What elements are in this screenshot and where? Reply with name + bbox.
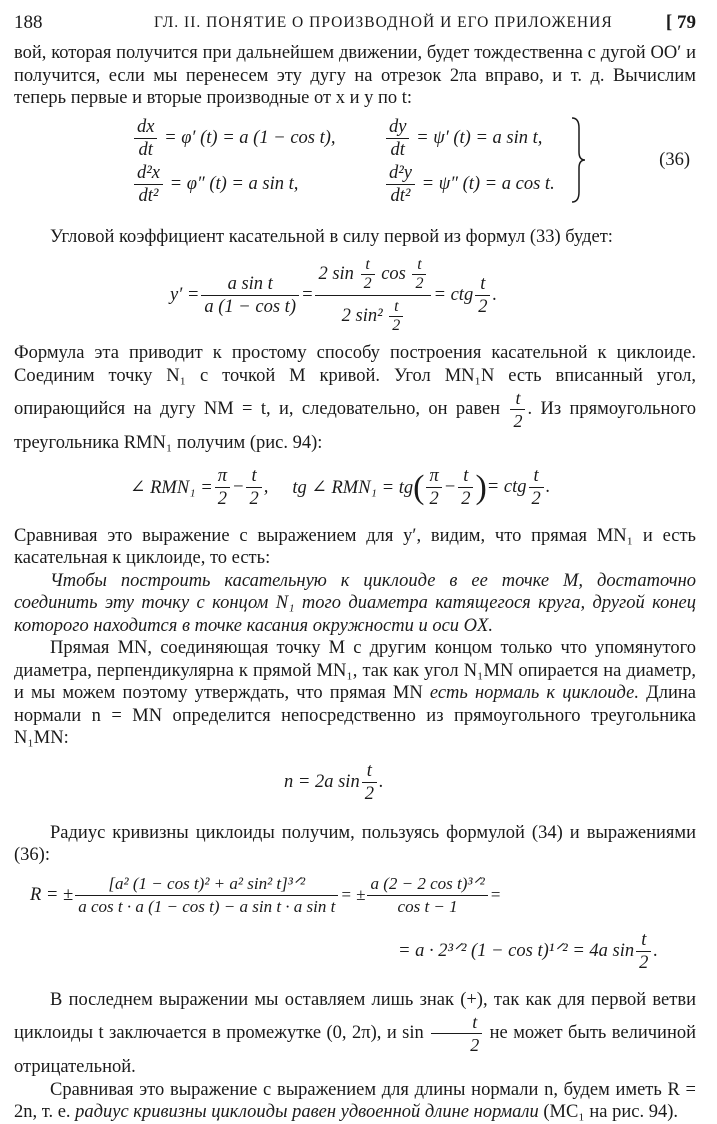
R-end1: = <box>489 885 502 904</box>
yprime-rhs: = ctg <box>433 284 474 305</box>
two-label: 2 <box>392 316 401 334</box>
eq36-row2a: = φ″ (t) = a sin t, <box>169 173 299 194</box>
yprime-f1-den: a (1 − cos t) <box>204 296 296 317</box>
chapter-title: ГЛ. II. ПОНЯТИЕ О ПРОИЗВОДНОЙ И ЕГО ПРИЛОЖЕНИЯ <box>154 14 613 31</box>
period: . <box>492 284 498 305</box>
equation-angle: ∠ RMN₁ = $\frac{\pi}{2}$ − $\frac{t}{2}$ , tg ∠ RMN₁ = tg ( $\frac{\pi}{2}$ − $\frac{t}{2}$ ) = ctg $\frac{t}{2}$ . <box>130 466 551 509</box>
yprime-f1-num: a sin t <box>201 273 299 296</box>
two-label: 2 <box>364 784 374 804</box>
pi-label: π <box>426 465 441 488</box>
paragraph-sign <box>14 989 696 1079</box>
yprime-eq: = <box>300 284 314 305</box>
two-label: 2 <box>513 411 523 431</box>
paragraph-intro: вой, которая получится при дальнейшем движении, будет тождественна с дугой OO′ и получится, если мы перенесем эту дугу на отрезок 2πa вправо, и т. д. Вычислим теперь первые и вторые производные от x и y по t: <box>14 43 696 108</box>
frac-dy: dy <box>386 116 409 139</box>
R-line2: = a · 2³ᐟ² (1 − cos t)¹ᐟ² = 4a sin <box>398 941 635 961</box>
frac-dx: dx <box>134 116 157 139</box>
paragraph-slope: Угловой коэффициент касательной в силу первой из формул (33) будет: <box>50 226 613 247</box>
angle-tg: tg ∠ RMN₁ = tg <box>292 477 414 498</box>
para6-end: Длина нормали n = MN определится непосредственно из прямоугольного треугольника N₁MN: <box>14 683 697 748</box>
two-label: 2 <box>531 489 541 509</box>
t-label: t <box>362 760 377 783</box>
R-mid: = ± <box>340 885 366 904</box>
angle-lhs: ∠ RMN₁ = <box>130 477 213 498</box>
para9-text: Сравнивая это выражение с выражением для длины нормали n, будем иметь R = 2n, т. е. <box>14 1079 696 1122</box>
paragraph-theorem: Чтобы построить касательную к циклоиде в ее точке M, достаточно соединить эту точку с концом N₁ того диаметра катящегося круга, другой конец которого находится в точке касания окружности и оси OX. <box>14 570 696 636</box>
two-label: 2 <box>478 296 488 317</box>
t-label: t <box>458 465 473 488</box>
frac-d2x: d²x <box>134 162 163 185</box>
period: . <box>653 940 659 961</box>
minus-sign: − <box>232 477 245 497</box>
yprime-f2 <box>315 256 431 335</box>
eq36-row2b: = ψ″ (t) = a cos t. <box>421 173 555 194</box>
paragraph-conclusion <box>14 1079 696 1124</box>
t-label: t <box>246 465 261 488</box>
page-number: 188 <box>14 12 43 33</box>
comma: , <box>263 477 269 497</box>
t-label: t <box>431 1011 482 1034</box>
t-label: t <box>636 929 651 952</box>
yprime-f2-num-a: 2 sin <box>318 263 354 284</box>
two-label: 2 <box>470 1035 480 1055</box>
t-label: t <box>529 465 544 488</box>
para9-italic: радиус кривизны циклоиды равен удвоенной длине нормали <box>75 1102 539 1122</box>
frac-dt-2: dt <box>390 139 405 160</box>
n-lhs: n = 2a sin <box>284 772 360 792</box>
paragraph-tangent-method <box>14 342 696 455</box>
t-label: t <box>510 387 525 410</box>
two-label: 2 <box>249 489 259 509</box>
two-label: 2 <box>429 489 439 509</box>
two-label: 2 <box>461 489 471 509</box>
period: . <box>545 477 551 497</box>
two-label: 2 <box>217 489 227 509</box>
para8-end: не может быть величиной отрицательной. <box>14 1022 697 1077</box>
yprime-f2-num-b: cos <box>381 263 406 284</box>
eq36-row1b: = ψ′ (t) = a sin t, <box>416 127 543 148</box>
para6-text: Прямая MN, соединяющая точку M с другим концом только что упомянутого диаметра, перпендикулярна к прямой MN₁, так как угол N₁MN опирается на диаметр, и мы можем поэтому утверждать, что прямая MN <box>14 638 696 703</box>
two-label: 2 <box>363 274 372 292</box>
R-den1: a cos t · a (1 − cos t) − a sin t · a sin t <box>78 896 336 916</box>
right-brace <box>570 116 586 204</box>
minus-sign: − <box>443 477 457 497</box>
angle-ctg: = ctg <box>486 477 527 497</box>
equation-36 <box>14 116 696 212</box>
page <box>14 12 696 1124</box>
period: . <box>378 772 384 792</box>
para3-end: . Из прямоугольного треугольника RMN₁ получим (рис. 94): <box>14 398 696 453</box>
frac-dt2: dt² <box>138 185 159 206</box>
frac-dt2-2: dt² <box>390 185 411 206</box>
t-label: t <box>389 298 403 317</box>
R-num2: a (2 − 2 cos t)³ᐟ² <box>367 873 487 896</box>
t-label: t <box>475 273 490 296</box>
eq36-row1a: = φ′ (t) = a (1 − cos t), <box>164 127 336 148</box>
yprime-f2-den-a: 2 sin² <box>341 305 383 326</box>
para9-end: (MC₁ на рис. 94). <box>543 1102 679 1122</box>
equation-number-36: (36) <box>659 149 690 170</box>
R-lhs: R = ± <box>30 884 74 905</box>
two-label: 2 <box>415 274 424 292</box>
paragraph-curvature: Радиус кривизны циклоиды получим, пользуясь формулой (34) и выражениями (36): <box>14 822 696 865</box>
t-label: t <box>361 256 375 275</box>
frac-d2y: d²y <box>386 162 415 185</box>
equation-n <box>14 750 696 816</box>
frac-dt: dt <box>138 139 153 160</box>
R-num1: [a² (1 − cos t)² + a² sin² t]³ᐟ² <box>75 873 338 896</box>
paragraph-comparison: Сравнивая это выражение с выражением для y′, видим, что прямая MN₁ и есть касательная к циклоиде, то есть: <box>14 525 696 568</box>
equation-yprime <box>14 248 696 342</box>
para3-text: Формула эта приводит к простому способу построения касательной к циклоиде. Соединим точку N₁ с точкой M кривой. Угол MN₁N есть вписанный угол, опирающийся на дугу NM = t, и, следовательно, он равен <box>14 343 696 419</box>
t-label: t <box>412 256 426 275</box>
para6-italic: есть нормаль к циклоиде. <box>429 683 639 703</box>
yprime-lhs: y′ = <box>170 284 200 305</box>
two-label: 2 <box>639 952 649 973</box>
section-number: [ 79 <box>665 12 696 33</box>
page-header <box>14 12 696 42</box>
para8-text: В последнем выражении мы оставляем лишь знак (+), так как для первой ветви циклоиды t заключается в промежутке (0, 2π), и sin <box>14 989 696 1043</box>
paragraph-normal <box>14 637 696 750</box>
R-den2: cos t − 1 <box>397 896 458 916</box>
equation-R <box>14 873 696 983</box>
pi-label: π <box>215 465 230 488</box>
